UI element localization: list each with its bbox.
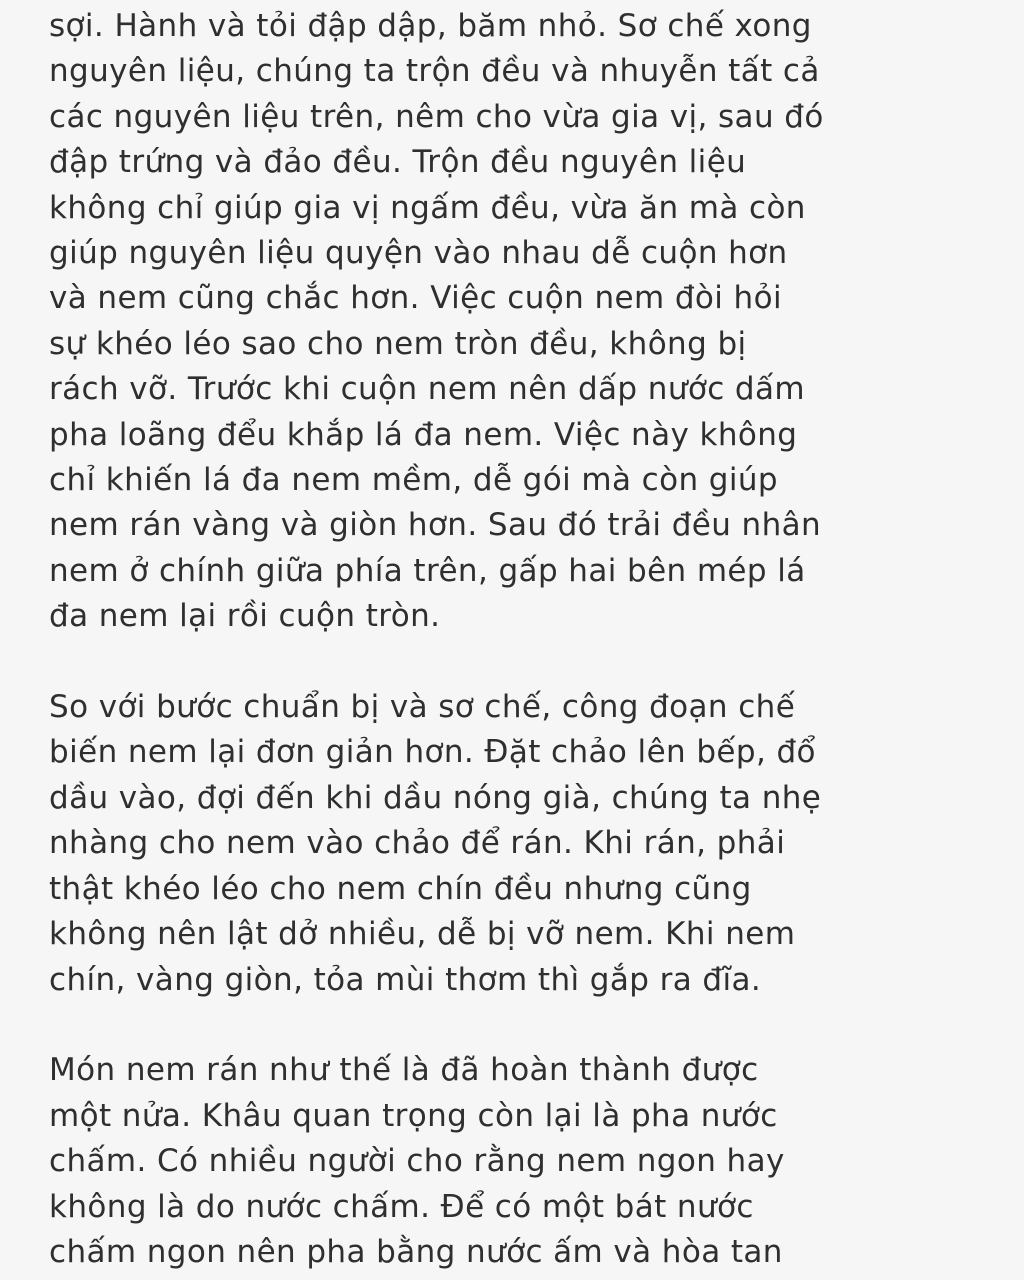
paragraph-spring-roll-wrapping (49, 4, 999, 640)
text-line: biến nem lại đơn giản hơn. Đặt chảo lên bếp, đổ (49, 734, 816, 771)
text-line: và nem cũng chắc hơn. Việc cuộn nem đòi hỏi (49, 280, 782, 317)
article-body (49, 4, 999, 1280)
text-line: sự khéo léo sao cho nem tròn đều, không bị (49, 325, 747, 362)
text-line: nem ở chính giữa phía trên, gấp hai bên mép lá (49, 552, 806, 589)
text-line: chấm. Có nhiều người cho rằng nem ngon hay (49, 1143, 785, 1180)
text-line: giúp nguyên liệu quyện vào nhau dễ cuộn hơn (49, 235, 788, 272)
text-line: chỉ khiến lá đa nem mềm, dễ gói mà còn giúp (49, 462, 778, 499)
text-line: không chỉ giúp gia vị ngấm đều, vừa ăn mà còn (49, 189, 806, 226)
text-line: dầu vào, đợi đến khi dầu nóng già, chúng ta nhẹ (49, 779, 822, 816)
text-line: nguyên liệu, chúng ta trộn đều và nhuyễn tất cả (49, 53, 820, 90)
text-line: nhàng cho nem vào chảo để rán. Khi rán, phải (49, 825, 786, 862)
text-line: các nguyên liệu trên, nêm cho vừa gia vị, sau đó (49, 98, 824, 135)
text-line: chín, vàng giòn, tỏa mùi thơm thì gắp ra đĩa. (49, 961, 762, 998)
paragraph-frying (49, 685, 999, 1003)
text-line: chấm ngon nên pha bằng nước ấm và hòa tan (49, 1233, 783, 1270)
text-line: So với bước chuẩn bị và sơ chế, công đoạn chế (49, 689, 796, 726)
text-line: thật khéo léo cho nem chín đều nhưng cũng (49, 870, 752, 907)
text-line: một nửa. Khâu quan trọng còn lại là pha nước (49, 1097, 778, 1134)
text-line: pha loãng đểu khắp lá đa nem. Việc này không (49, 416, 798, 453)
text-line: rách vỡ. Trước khi cuộn nem nên dấp nước dấm (49, 371, 805, 408)
paragraph-dipping-sauce (49, 1048, 999, 1275)
text-line: đập trứng và đảo đều. Trộn đều nguyên liệu (49, 144, 747, 181)
text-line: sợi. Hành và tỏi đập dập, băm nhỏ. Sơ chế xong (49, 8, 812, 44)
text-line: không nên lật dở nhiều, dễ bị vỡ nem. Khi nem (49, 916, 796, 953)
text-line: không là do nước chấm. Để có một bát nước (49, 1188, 754, 1225)
text-line: đa nem lại rồi cuộn tròn. (49, 598, 441, 635)
text-line: nem rán vàng và giòn hơn. Sau đó trải đều nhân (49, 507, 822, 544)
text-line: Món nem rán như thế là đã hoàn thành được (49, 1052, 759, 1089)
